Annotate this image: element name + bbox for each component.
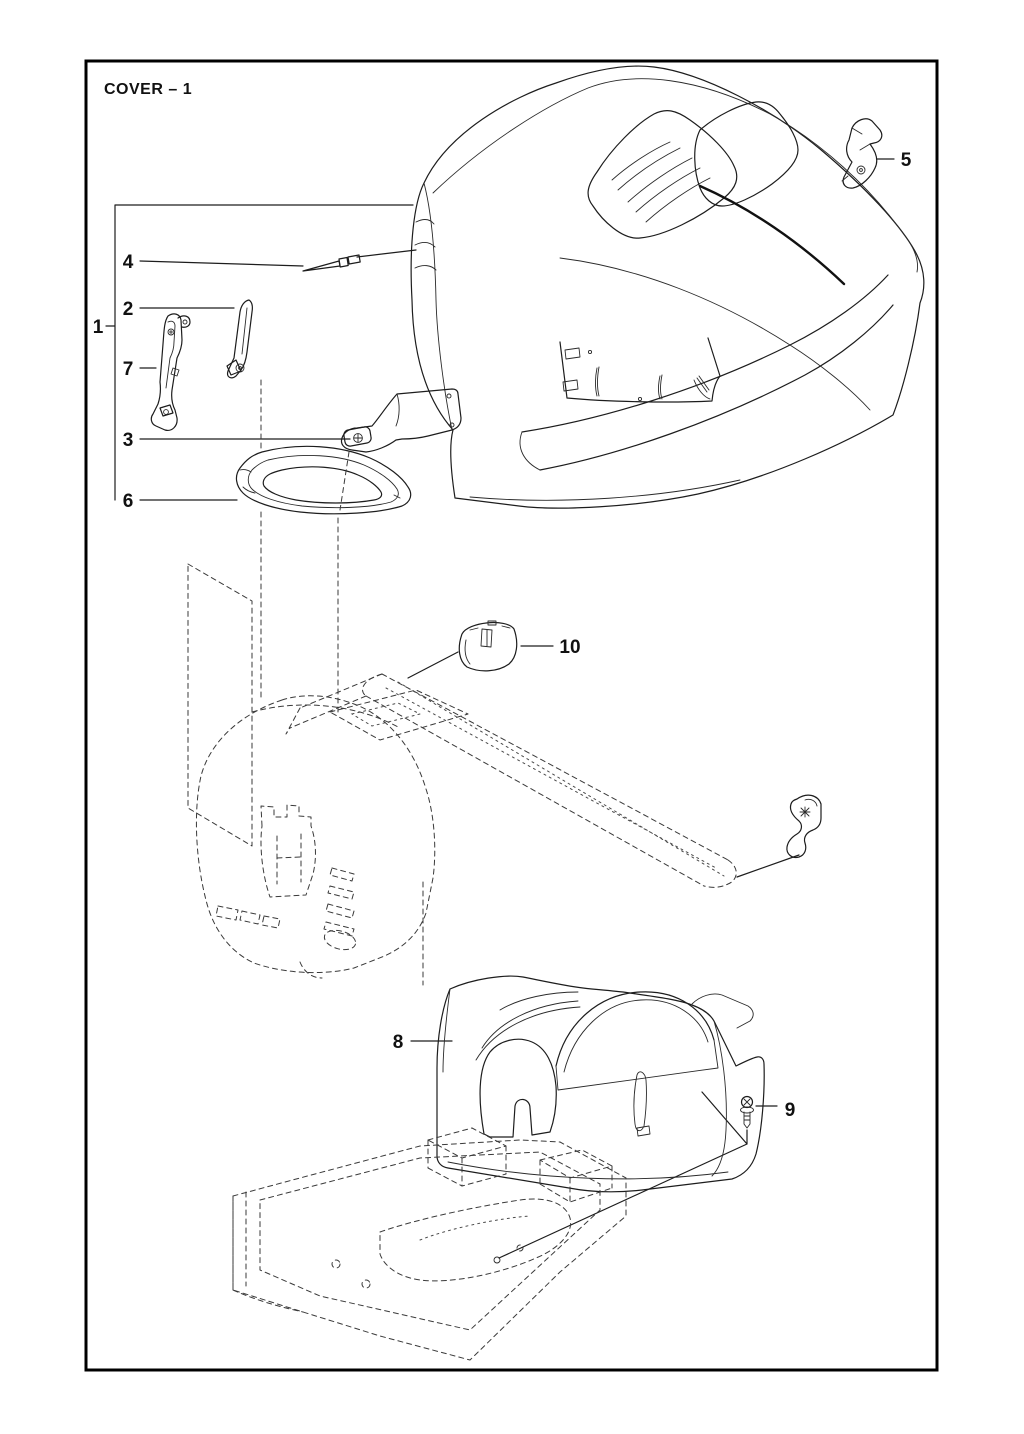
page-border: [86, 61, 937, 1370]
callout-2-label: 2: [122, 299, 134, 320]
callout-5-label: 5: [900, 150, 912, 171]
diagram-title: COVER – 1: [104, 81, 193, 98]
part-3-bracket: [341, 389, 461, 452]
part-4-pin: [303, 255, 360, 271]
callout-3-label: 3: [122, 430, 134, 451]
part-9-screw: [741, 1097, 754, 1129]
part-5-clip: [842, 119, 882, 188]
callout-8-label: 8: [392, 1032, 404, 1053]
top-cover-drawing: [411, 66, 924, 508]
callout-9-label: 9: [784, 1100, 796, 1121]
rear-hook-clip: [787, 795, 821, 857]
ghost-chassis: [233, 1128, 626, 1360]
leader-lines: [408, 159, 894, 1263]
callout-7-label: 7: [122, 359, 134, 380]
callout-4-label: 4: [122, 252, 134, 273]
part-6-trim-ring: [236, 446, 410, 513]
callout-labels: [93, 150, 912, 1121]
callout-bracket: [106, 205, 416, 500]
part-10-knob: [459, 621, 516, 671]
part-2-bracket: [227, 300, 252, 378]
part-7-strip: [151, 314, 190, 430]
callout-1-label: 1: [92, 317, 104, 338]
callout-10-label: 10: [559, 637, 581, 658]
callout-6-label: 6: [122, 491, 134, 512]
ghost-frame: [188, 564, 736, 978]
